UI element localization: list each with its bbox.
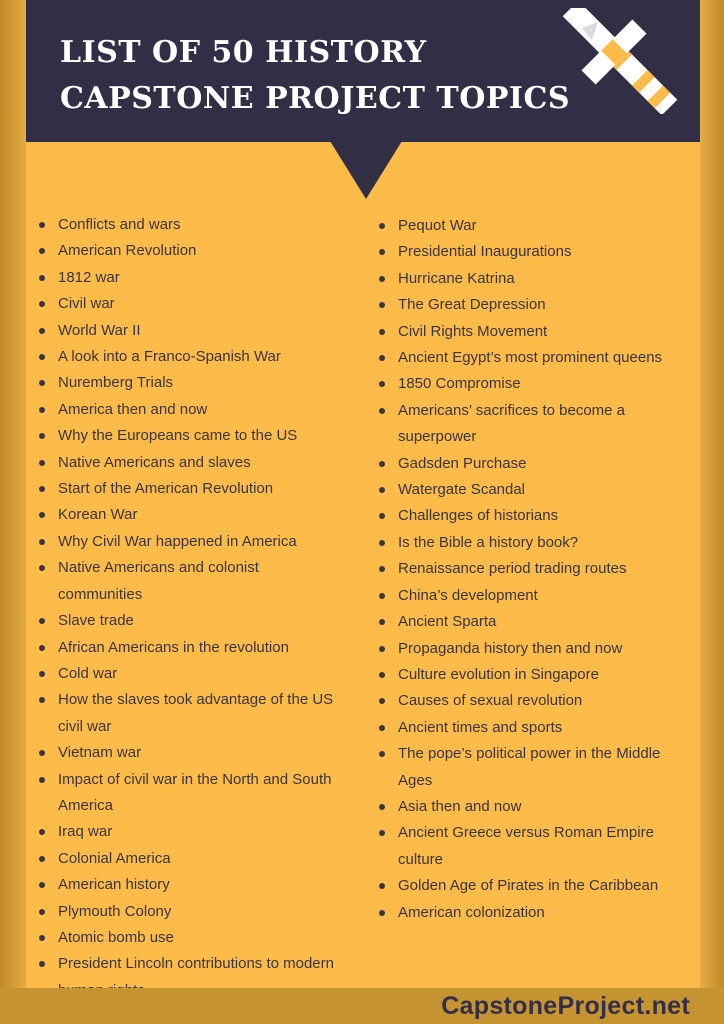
- list-item: Causes of sexual revolution: [376, 688, 668, 714]
- list-item: How the slaves took advantage of the US civil war: [36, 687, 346, 740]
- list-item: Asia then and now: [376, 794, 668, 820]
- list-item: World War II: [36, 318, 346, 344]
- list-item: Culture evolution in Singapore: [376, 662, 668, 688]
- list-item: Ancient Greece versus Roman Empire culture: [376, 820, 668, 873]
- list-item: Propaganda history then and now: [376, 636, 668, 662]
- list-item: Golden Age of Pirates in the Caribbean: [376, 873, 668, 899]
- list-item: Conflicts and wars: [36, 212, 346, 238]
- list-item: Watergate Scandal: [376, 477, 668, 503]
- list-item: China’s development: [376, 583, 668, 609]
- list-item: Challenges of historians: [376, 503, 668, 529]
- list-item: Start of the American Revolution: [36, 476, 346, 502]
- list-item: Colonial America: [36, 846, 346, 872]
- list-item: The pope’s political power in the Middle Ages: [376, 741, 668, 794]
- list-item: The Great Depression: [376, 292, 668, 318]
- topic-list-left: [36, 212, 346, 1004]
- list-item: American colonization: [376, 900, 668, 926]
- list-item: President Lincoln contributions to modern: [36, 951, 346, 1004]
- list-item: Vietnam war: [36, 740, 346, 766]
- list-item: Why Civil War happened in America: [36, 529, 346, 555]
- list-item: Plymouth Colony: [36, 899, 346, 925]
- site-name: CapstoneProject.net: [441, 992, 690, 1020]
- header-pointer: [330, 141, 402, 199]
- list-item: Ancient Egypt’s most prominent queens: [376, 345, 668, 371]
- header-banner: [26, 0, 700, 142]
- list-item: Slave trade: [36, 608, 346, 634]
- page-title: [60, 30, 580, 122]
- list-item: Renaissance period trading routes: [376, 556, 668, 582]
- list-item: Presidential Inaugurations: [376, 239, 668, 265]
- list-item: African Americans in the revolution: [36, 635, 346, 661]
- list-item: Native Americans and colonist communities: [36, 555, 346, 608]
- list-item: Native Americans and slaves: [36, 450, 346, 476]
- title-line-1: LIST OF 50 HISTORY: [60, 35, 427, 70]
- list-item: American history: [36, 872, 346, 898]
- topic-list-right: [376, 213, 668, 926]
- list-item: America then and now: [36, 397, 346, 423]
- title-line-2: CAPSTONE PROJECT TOPICS: [60, 81, 570, 116]
- background-shade-left: [0, 0, 26, 1024]
- list-item: Ancient times and sports: [376, 715, 668, 741]
- list-item: Americans’ sacrifices to become a superpower: [376, 398, 668, 451]
- background-shade-right: [700, 0, 724, 1024]
- list-item: Why the Europeans came to the US: [36, 423, 346, 449]
- list-item: Cold war: [36, 661, 346, 687]
- list-item: Impact of civil war in the North and South America: [36, 767, 346, 820]
- list-item: American Revolution: [36, 238, 346, 264]
- list-item: Atomic bomb use: [36, 925, 346, 951]
- list-item: A look into a Franco-Spanish War: [36, 344, 346, 370]
- list-item: Pequot War: [376, 213, 668, 239]
- list-item: 1812 war: [36, 265, 346, 291]
- list-item: Gadsden Purchase: [376, 451, 668, 477]
- list-item: Korean War: [36, 502, 346, 528]
- list-item: Civil war: [36, 291, 346, 317]
- pencil-ruler-cross-icon: [552, 8, 688, 114]
- list-item: Civil Rights Movement: [376, 319, 668, 345]
- list-item: Hurricane Katrina: [376, 266, 668, 292]
- list-item: Is the Bible a history book?: [376, 530, 668, 556]
- list-item: Nuremberg Trials: [36, 370, 346, 396]
- list-item: Iraq war: [36, 819, 346, 845]
- list-item: Ancient Sparta: [376, 609, 668, 635]
- list-item: 1850 Compromise: [376, 371, 668, 397]
